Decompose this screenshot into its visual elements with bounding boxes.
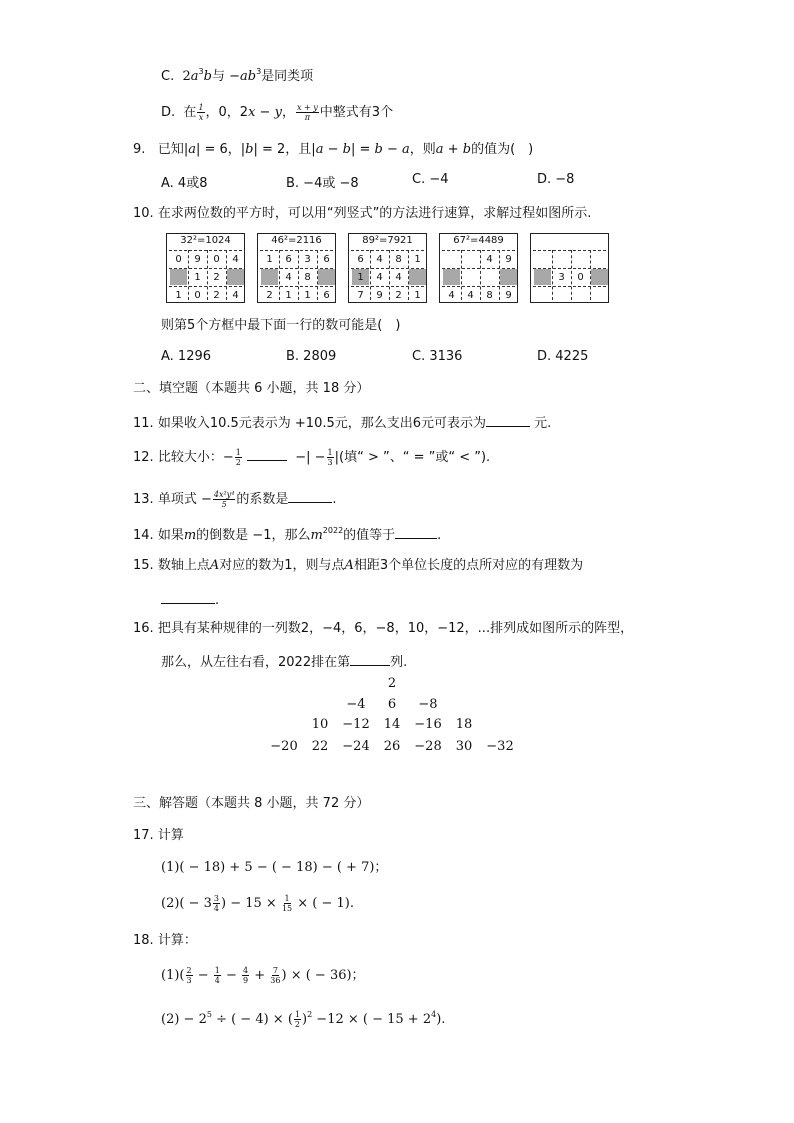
q10-digit: 8 — [486, 290, 493, 301]
q16-triangle-number: 30 — [455, 739, 473, 754]
q16-triangle-number: 26 — [383, 739, 401, 754]
q16-triangle-number: −32 — [486, 739, 514, 754]
q10-digit: 4 — [376, 272, 383, 283]
q10-digit: 1 — [175, 290, 182, 301]
q11: 11. 如果收入10.5元表示为 +10.5元，那么支出6元可表示为 元. — [133, 412, 551, 433]
q10-digit: 2 — [213, 290, 220, 301]
q12: 12. 比较大小：− $\frac{1}{2}$ −| − $\frac{1}{3}$ |(填“ > ”、“ = ”或“ < ”). — [133, 448, 491, 467]
q17-title: 17. 计算 — [133, 828, 184, 843]
q13: 13. 单项式 − $\frac{\text{4x²y⁴}}{5}$ 的系数是 . — [133, 490, 337, 509]
section-3-heading: 三、解答题（本题共 8 小题，共 72 分） — [133, 796, 370, 811]
q10-shaded-cell — [500, 269, 517, 285]
q10-shaded-cell — [170, 269, 187, 285]
q16-triangle-number: 14 — [383, 717, 401, 732]
q10-digit: 1 — [304, 290, 311, 301]
q16-triangle-number: 6 — [387, 697, 397, 712]
q10-box-title: 67²=4489 — [453, 235, 504, 246]
q17-part2: (2)( − 3 $\frac{3}{4}$ ) − 15 × $\frac{1}{15}$ × ( − 1). — [161, 894, 355, 913]
q10-dashed-row-line — [169, 268, 242, 269]
q10-dashed-row-line — [351, 268, 424, 269]
q10-question: 则第5个方框中最下面一行的数可能是( ) — [161, 318, 401, 333]
q15: 15. 数轴上点A对应的数为1，则与点A相距3个单位长度的点所对应的有理数为 — [133, 558, 584, 573]
q18-part2: $(2) - 2^5$ ÷ ( − 4) × ( $\frac{1}{2}$ )$^2$ −12 × ( − $15 + 2^4$). — [161, 1010, 446, 1029]
q10-box-title: 89²=7921 — [362, 235, 413, 246]
q17-part1: (1)( − 18) + 5 − ( − 18) − ( + 7)； — [161, 860, 388, 875]
q10-digit: 3 — [304, 254, 311, 265]
q10-digit: 2 — [213, 272, 220, 283]
q8-option-d: D. 在 $\frac{1}{x}$ ，0，2x − y， $\frac{x + y}{\pi}$ 中整式有3个 — [161, 103, 394, 122]
q9-option-a[interactable]: A. 4或8 — [161, 176, 208, 191]
q10-dashed-row-line — [442, 286, 515, 287]
q18-title: 18. 计算： — [133, 933, 197, 948]
q10-digit: 9 — [505, 254, 512, 265]
q10-digit: 4 — [376, 254, 383, 265]
q9-stem: 9. 已知|a| = 6，|b| = 2，且|a − b| = b − a，则a + b的值为( ) — [133, 142, 534, 157]
q10-shaded-cell — [227, 269, 244, 285]
q10-digit: 4 — [486, 254, 493, 265]
q10-dashed-row-line — [169, 286, 242, 287]
q10-digit: 1 — [414, 254, 421, 265]
q10-shaded-cell — [261, 269, 278, 285]
q9-option-c[interactable]: C. −4 — [412, 172, 449, 187]
q16-line1: 16. 把具有某种规律的一列数2，−4，6，−8，10，−12，...排列成如图所示的阵型， — [133, 621, 634, 636]
q10-digit: 4 — [232, 254, 239, 265]
q11-blank[interactable] — [486, 412, 530, 427]
q16-triangle-number: 22 — [311, 739, 329, 754]
q10-digit: 8 — [395, 254, 402, 265]
q16-triangle-number: −28 — [414, 739, 442, 754]
q10-digit: 0 — [213, 254, 220, 265]
q16-triangle-number: −24 — [342, 739, 370, 754]
q10-dashed-row-line — [351, 286, 424, 287]
q10-shaded-cell — [318, 269, 335, 285]
q10-digit: 4 — [232, 290, 239, 301]
q14-blank[interactable] — [395, 524, 437, 539]
q10-shaded-cell — [409, 269, 426, 285]
q16-triangle-number: −16 — [414, 717, 442, 732]
q10-option-b[interactable]: B. 2809 — [286, 349, 337, 364]
q10-box-5 — [530, 233, 609, 303]
q10-digit: 0 — [175, 254, 182, 265]
q10-digit: 3 — [558, 272, 565, 283]
q10-digit: 9 — [376, 290, 383, 301]
q9-option-d[interactable]: D. −8 — [537, 172, 575, 187]
q10-option-d[interactable]: D. 4225 — [537, 349, 589, 364]
section-2-heading: 二、填空题（本题共 6 小题，共 18 分） — [133, 381, 370, 396]
q10-digit: 7 — [357, 290, 364, 301]
q10-shaded-cell — [443, 269, 460, 285]
q10-digit: 6 — [323, 254, 330, 265]
q10-digit: 4 — [395, 272, 402, 283]
q10-digit: 9 — [505, 290, 512, 301]
q13-blank[interactable] — [288, 488, 332, 503]
q10-stem: 10. 在求两位数的平方时，可以用“列竖式”的方法进行速算，求解过程如图所示. — [133, 206, 592, 221]
q10-option-c[interactable]: C. 3136 — [412, 349, 463, 364]
q10-digit: 6 — [285, 254, 292, 265]
q10-digit: 8 — [304, 272, 311, 283]
q10-digit: 2 — [266, 290, 273, 301]
q10-box-title: 32²=1024 — [180, 235, 231, 246]
q10-dashed-col-line — [590, 250, 591, 300]
q10-dashed-row-line — [169, 250, 242, 251]
q10-shaded-cell — [534, 269, 551, 285]
q10-dashed-row-line — [533, 268, 606, 269]
q10-dashed-row-line — [260, 286, 333, 287]
q10-digit: 1 — [357, 272, 364, 283]
q16-triangle-number: 2 — [387, 676, 397, 691]
q18-part1: (1)( $\frac{2}{3}$ − $\frac{1}{4}$ − $\frac{4}{9}$ + $\frac{7}{36}$ ) × ( − 36)； — [161, 966, 365, 985]
q16-triangle-number: −4 — [346, 697, 366, 712]
q10-digit: 9 — [194, 254, 201, 265]
q16-triangle-number: −20 — [270, 739, 298, 754]
q10-shaded-cell — [591, 269, 608, 285]
q10-dashed-row-line — [351, 250, 424, 251]
q10-box-3 — [348, 233, 427, 303]
q10-digit: 1 — [285, 290, 292, 301]
q12-blank[interactable] — [247, 446, 287, 461]
q10-digit: 0 — [194, 290, 201, 301]
q10-dashed-row-line — [442, 250, 515, 251]
q10-dashed-row-line — [260, 268, 333, 269]
q10-box-2 — [257, 233, 336, 303]
q10-dashed-row-line — [533, 286, 606, 287]
q10-dashed-row-line — [533, 250, 606, 251]
q10-digit: 4 — [448, 290, 455, 301]
q10-digit: 1 — [414, 290, 421, 301]
q16-triangle-number: 10 — [311, 717, 329, 732]
q10-box-4 — [439, 233, 518, 303]
q14: 14. 如果m的倒数是 −1，那么$m^{2022}$的值等于 . — [133, 526, 442, 543]
q16-triangle-number: −12 — [342, 717, 370, 732]
q10-digit: 1 — [194, 272, 201, 283]
q15-answer-line: . — [161, 589, 219, 610]
q16-triangle-number: −8 — [418, 697, 438, 712]
q10-option-a[interactable]: A. 1296 — [161, 349, 212, 364]
q10-dashed-row-line — [260, 250, 333, 251]
q10-digit: 6 — [323, 290, 330, 301]
q10-digit: 2 — [395, 290, 402, 301]
q10-digit: 4 — [285, 272, 292, 283]
q10-digit: 6 — [357, 254, 364, 265]
q16-triangle-number: 18 — [455, 717, 473, 732]
q8-option-c: C. $2a^3b$与 $-ab^3$是同类项 — [161, 67, 314, 84]
q9-option-b[interactable]: B. −4或 −8 — [286, 176, 359, 191]
q16-blank[interactable] — [350, 651, 390, 666]
q10-box-title: 46²=2116 — [271, 235, 322, 246]
q10-digit: 1 — [266, 254, 273, 265]
q10-dashed-row-line — [442, 268, 515, 269]
q10-digit: 4 — [467, 290, 474, 301]
q10-digit: 0 — [577, 272, 584, 283]
q16-line2: 那么，从左往右看，2022排在第 列. — [161, 651, 407, 672]
q15-blank[interactable] — [161, 589, 215, 604]
q10-box-1 — [166, 233, 245, 303]
